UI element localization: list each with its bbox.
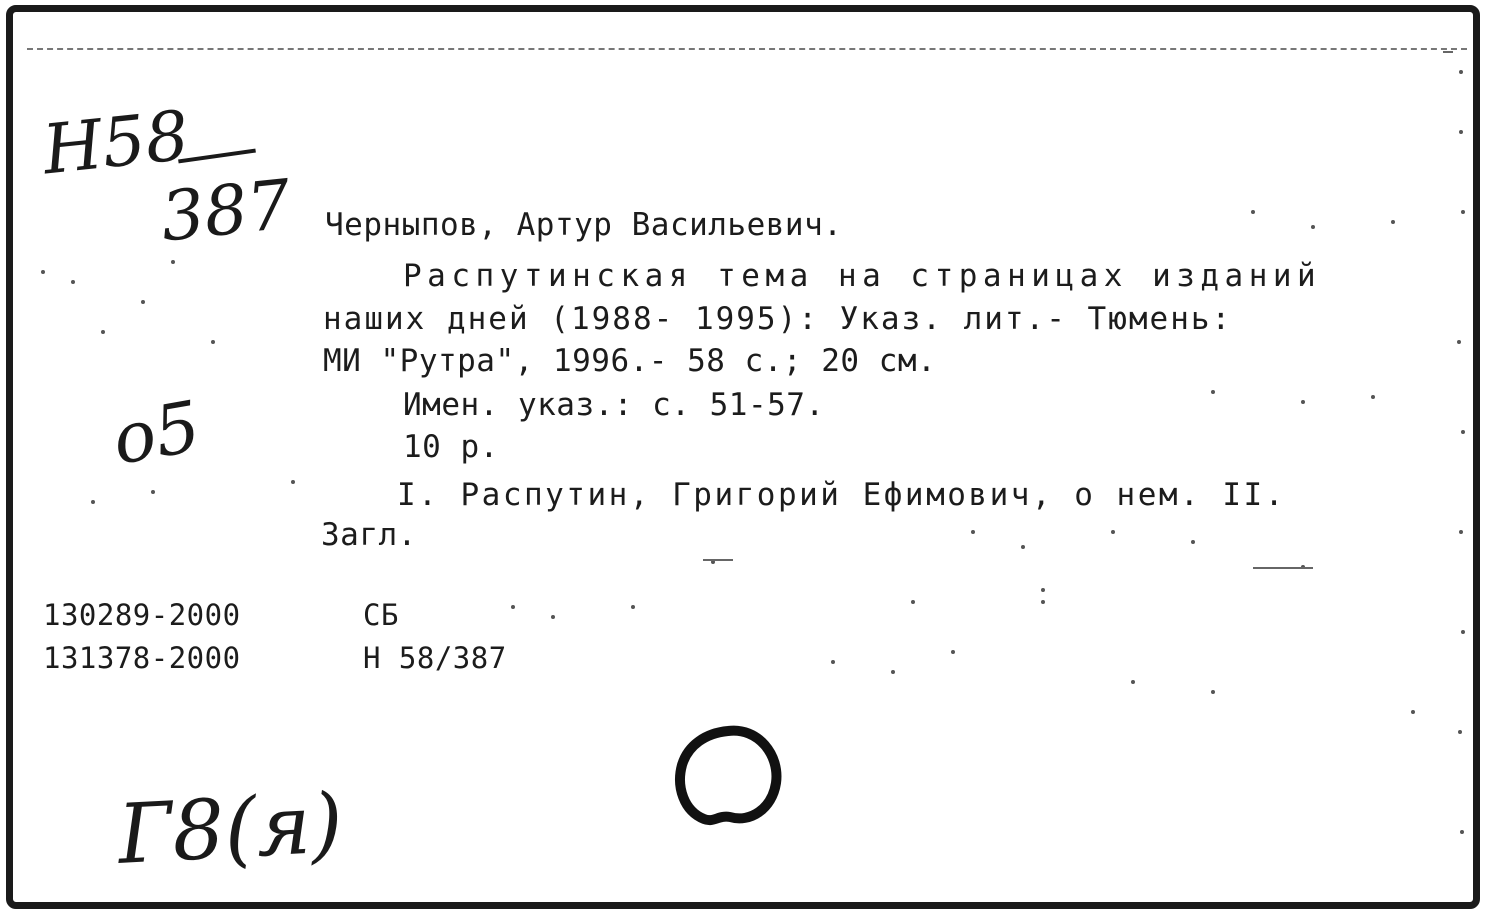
price: 10 р. — [403, 429, 499, 465]
accession-number-1: 130289-2000 — [43, 598, 241, 632]
bottom-classification-mark: Г8(я) — [115, 776, 346, 883]
card-dashed-rule — [27, 48, 1467, 50]
subject-line-1: I. Распутин, Григорий Ефимович, о нем. II. — [397, 477, 1286, 513]
title-line-3: МИ "Рутра", 1996.- 58 с.; 20 см. — [323, 343, 937, 379]
shelfmark-top: Н58 — [39, 96, 193, 191]
accession-code-1: СБ — [363, 598, 399, 632]
author-heading: Черныпов, Артур Васильевич. — [325, 207, 843, 243]
index-note: Имен. указ.: с. 51-57. — [403, 387, 825, 423]
catalog-card — [6, 5, 1480, 909]
accession-number-2: 131378-2000 — [43, 641, 241, 675]
margin-mark: о5 — [106, 385, 207, 481]
library-stamp — [668, 717, 788, 837]
title-line-2: наших дней (1988- 1995): Указ. лит.- Тюмень: — [323, 301, 1233, 337]
accession-code-2: Н 58/387 — [363, 641, 507, 675]
subject-line-2: Загл. — [321, 517, 417, 553]
shelfmark-bottom: 387 — [157, 165, 295, 258]
title-line-1: Распутинская тема на страницах изданий — [403, 258, 1322, 294]
